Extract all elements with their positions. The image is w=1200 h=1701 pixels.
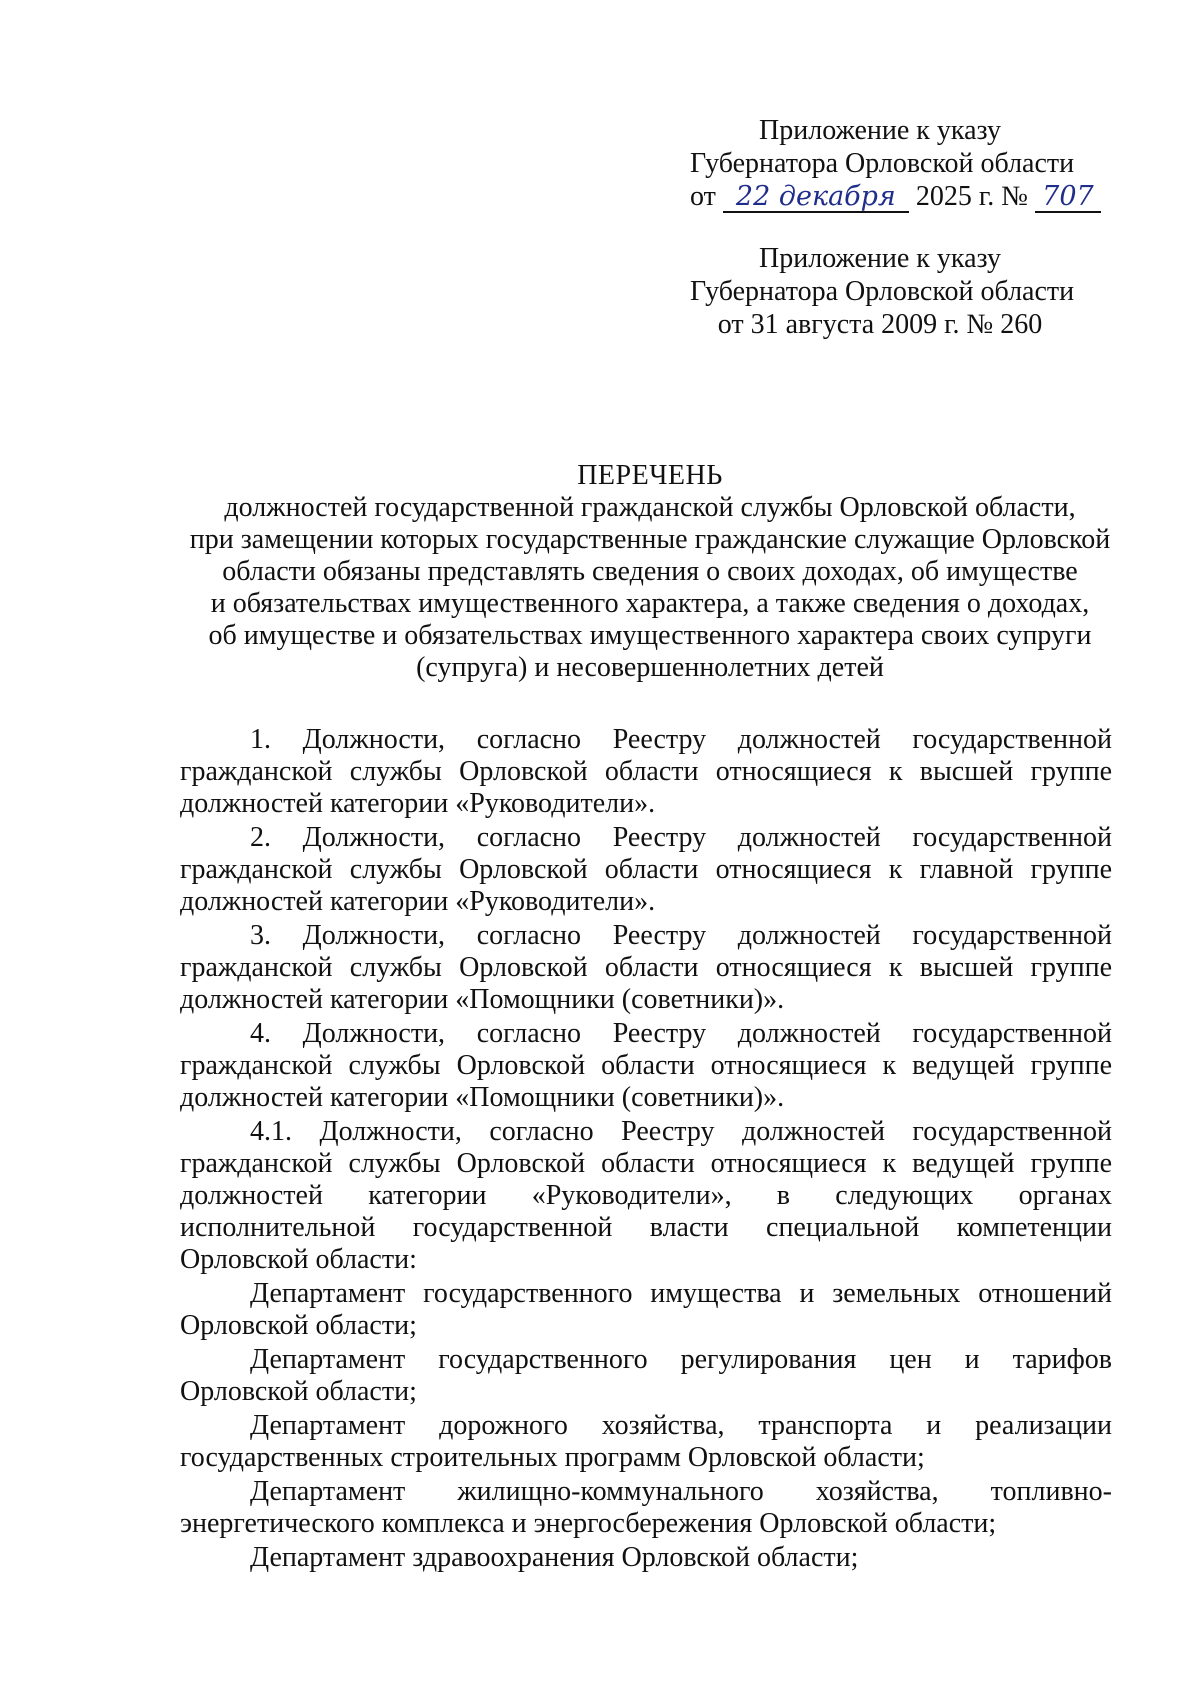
department-item: Департамент государственного имущества и земельных отношений Орловской области; [180, 1278, 1112, 1341]
appendix-header-new [690, 114, 1094, 213]
handwritten-number: 707 [1035, 183, 1101, 213]
date-prefix: от [690, 181, 716, 212]
department-item: Департамент дорожного хозяйства, транспорта и реализации государственных строительных программ Орловской области; [180, 1410, 1112, 1473]
date-year: 2025 г. № [915, 181, 1028, 212]
handwritten-date: 22 декабря [723, 183, 909, 213]
heading-line-6: (супруга) и несовершеннолетних детей [416, 652, 884, 683]
heading-line-2: при замещении которых государственные гражданские служащие Орловской [189, 524, 1111, 555]
appendix-line-2: Губернатора Орловской области [690, 276, 1075, 307]
appendix-date-line [690, 180, 1094, 213]
heading-line-3: области обязаны представлять сведения о своих доходах, об имуществе [222, 556, 1078, 587]
document-body [180, 724, 1112, 1576]
list-item: 1. Должности, согласно Реестру должностей государственной гражданской службы Орловской области относящиеся к высшей группе должностей категории «Руководители». [180, 724, 1112, 819]
list-item: 4.1. Должности, согласно Реестру должностей государственной гражданской службы Орловской области относящиеся к ведущей группе должностей категории «Руководители», в следующих органах исполнительной государственной власти специальной компетенции Орловской области: [180, 1116, 1112, 1275]
appendix-line-1: Приложение к указу [759, 115, 1001, 146]
heading-line-5: об имуществе и обязательствах имущественного характера своих супруги [208, 620, 1092, 651]
appendix-line-1: Приложение к указу [759, 243, 1001, 274]
appendix-line-3: от 31 августа 2009 г. № 260 [717, 309, 1043, 340]
document-heading [170, 460, 1130, 684]
appendix-line-2: Губернатора Орловской области [690, 148, 1075, 179]
heading-title: ПЕРЕЧЕНЬ [577, 460, 723, 491]
heading-line-4: и обязательствах имущественного характера, а также сведения о доходах, [210, 588, 1090, 619]
list-item: 3. Должности, согласно Реестру должностей государственной гражданской службы Орловской области относящиеся к высшей группе должностей категории «Помощники (советники)». [180, 920, 1112, 1015]
appendix-header-old [690, 242, 1075, 341]
heading-line-1: должностей государственной гражданской службы Орловской области, [224, 492, 1076, 523]
department-item: Департамент государственного регулирования цен и тарифов Орловской области; [180, 1344, 1112, 1407]
list-item: 2. Должности, согласно Реестру должностей государственной гражданской службы Орловской области относящиеся к главной группе должностей категории «Руководители». [180, 822, 1112, 917]
department-item: Департамент жилищно-коммунального хозяйства, топливно-энергетического комплекса и энергосбережения Орловской области; [180, 1476, 1112, 1539]
department-item: Департамент здравоохранения Орловской области; [250, 1542, 859, 1573]
list-item: 4. Должности, согласно Реестру должностей государственной гражданской службы Орловской области относящиеся к ведущей группе должностей категории «Помощники (советники)». [180, 1018, 1112, 1113]
